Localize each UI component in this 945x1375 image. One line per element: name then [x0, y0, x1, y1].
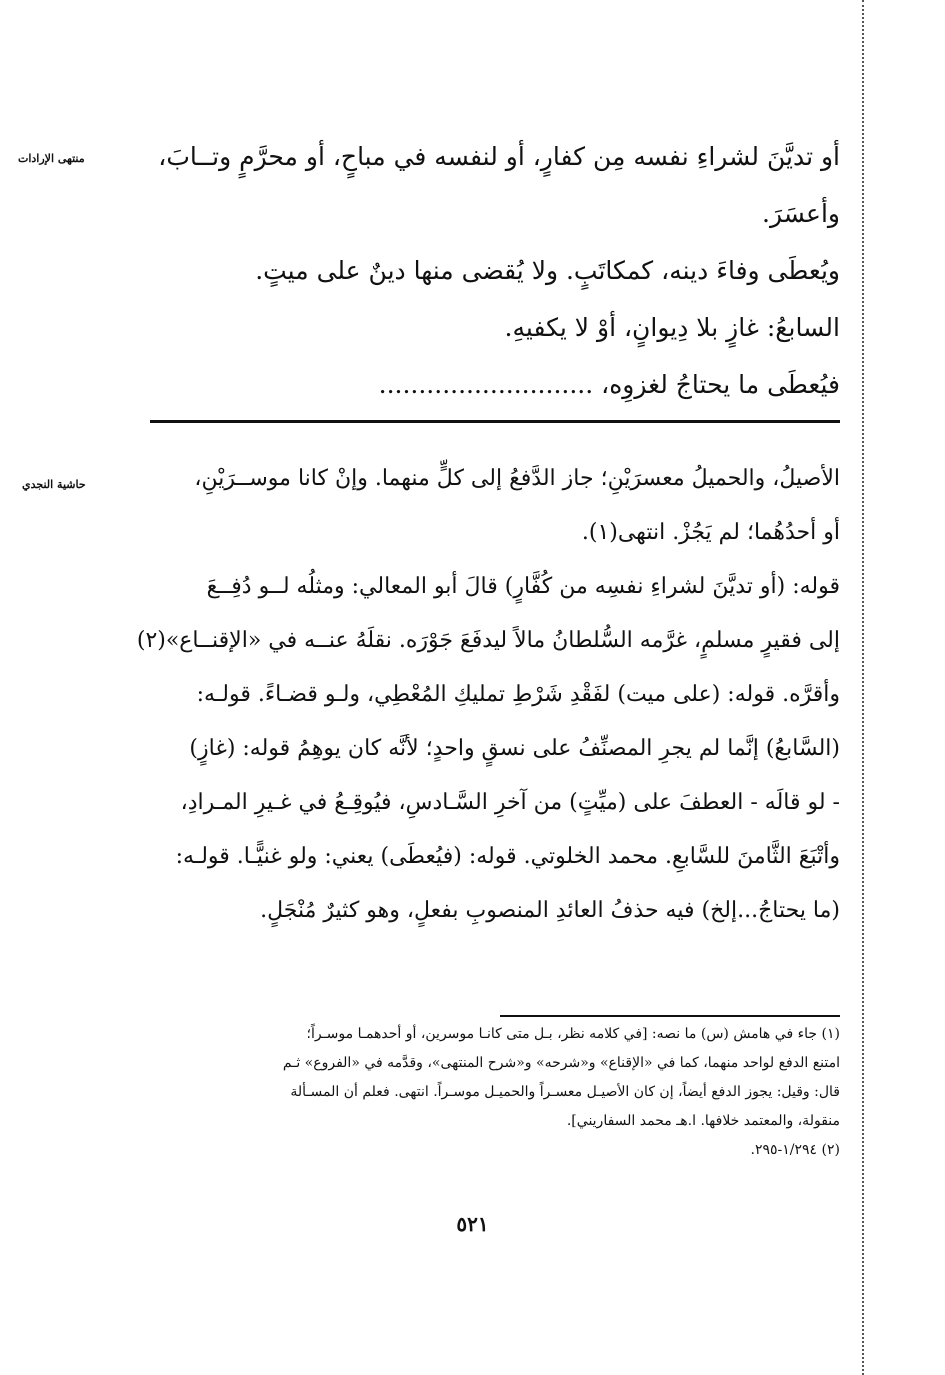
section-separator [150, 420, 840, 423]
commentary-line: (السَّابعُ) إنَّما لم يجرِ المصنِّفُ على نسقٍ واحدٍ؛ لأنَّه كان يوهِمُ قوله: (غازٍ) [189, 736, 840, 761]
footnote-line: قال: وقيل: يجوز الدفع أيضاً، إن كان الأصيـل معسـراً والحميـل موسـراً. انتهى. فعلم أن المسـألة [290, 1084, 840, 1100]
commentary-line: - لو قالَه - العطفَ على (ميِّتٍ) من آخرِ السَّـادسِ، فيُوقِـعُ في غـيرِ المـرادِ، [180, 790, 840, 815]
commentary-line: قوله: (أو تديَّنَ لشراءِ نفسِه من كُفَّارٍ) قالَ أبو المعالي: ومثلُه لــو دُفِــعَ [206, 574, 840, 599]
commentary-text [136, 452, 840, 938]
commentary-line: (ما يحتاجُ...إلخ) فيه حذفُ العائدِ المنصوبِ بفعلٍ، وهو كثيرٌ مُنْجَلٍ. [260, 898, 840, 923]
commentary-line: وأقرَّه. قوله: (على ميت) لفَقْدِ شَرْطِ تمليكِ المُعْطِي، ولـو قضـاءً. قولـه: [196, 682, 840, 707]
footnote-separator [500, 1015, 840, 1017]
main-text-line: السابعُ: غازٍ بلا دِيوانٍ، أوْ لا يكفيهِ. [504, 313, 840, 342]
footnotes [150, 1020, 840, 1165]
main-text-line: ويُعطَى وفاءَ دينه، كمكاتَبٍ. ولا يُقضى منها دينٌ على ميتٍ. [255, 256, 840, 285]
footnote-line: امتنع الدفع لواحد منهما، كما في «الإقناع» و«شرحه» و«شرح المنتهى»، وقدَّمه في «الفروع» ثـم [282, 1055, 840, 1071]
commentary-line: إلى فقيرٍ مسلمٍ، غرَّمه السُّلطانُ مالاً ليدفَعَ جَوْرَه. نقلَهُ عنــه في «الإقنــاع»(٢) [136, 628, 840, 653]
side-label-top: منتهى الإرادات [18, 152, 85, 165]
main-text-line: وأعسَرَ. [762, 199, 840, 228]
footnote-line: (١) جاء في هامش (س) ما نصه: [في كلامه نظر، بـل متى كانـا موسرين، أو أحدهمـا موسـراً؛ [306, 1026, 840, 1042]
side-label-bottom: حاشية النجدي [22, 478, 86, 491]
commentary-line: الأصيلُ، والحميلُ معسرَيْنِ؛ جاز الدَّفعُ إلى كلٍّ منهما. وإنْ كانا موســرَيْنِ، [194, 466, 840, 491]
main-text-line: فيُعطَى ما يحتاجُ لغزوِه، ........................... [378, 370, 840, 399]
footnote-line: (٢) ١/٢٩٤-٢٩٥. [750, 1142, 840, 1158]
commentary-line: أو أحدُهُما؛ لم يَجُزْ. انتهى(١). [581, 520, 840, 545]
main-text-line: أو تديَّنَ لشراءِ نفسه مِن كفارٍ، أو لنفسه في مباحٍ، أو محرَّمٍ وتــابَ، [158, 142, 840, 171]
main-text [150, 128, 840, 413]
footnote-line: منقولة، والمعتمد خلافها. ا.هـ محمد السفاريني]. [566, 1113, 840, 1129]
margin-dotted-line [862, 0, 864, 1375]
page-number: ٥٢١ [456, 1212, 489, 1236]
commentary-line: وأتْبَعَ الثَّامنَ للسَّابعِ. محمد الخلوتي. قوله: (فيُعطَى) يعني: ولو غنيًّـا. قولـه: [175, 844, 840, 869]
